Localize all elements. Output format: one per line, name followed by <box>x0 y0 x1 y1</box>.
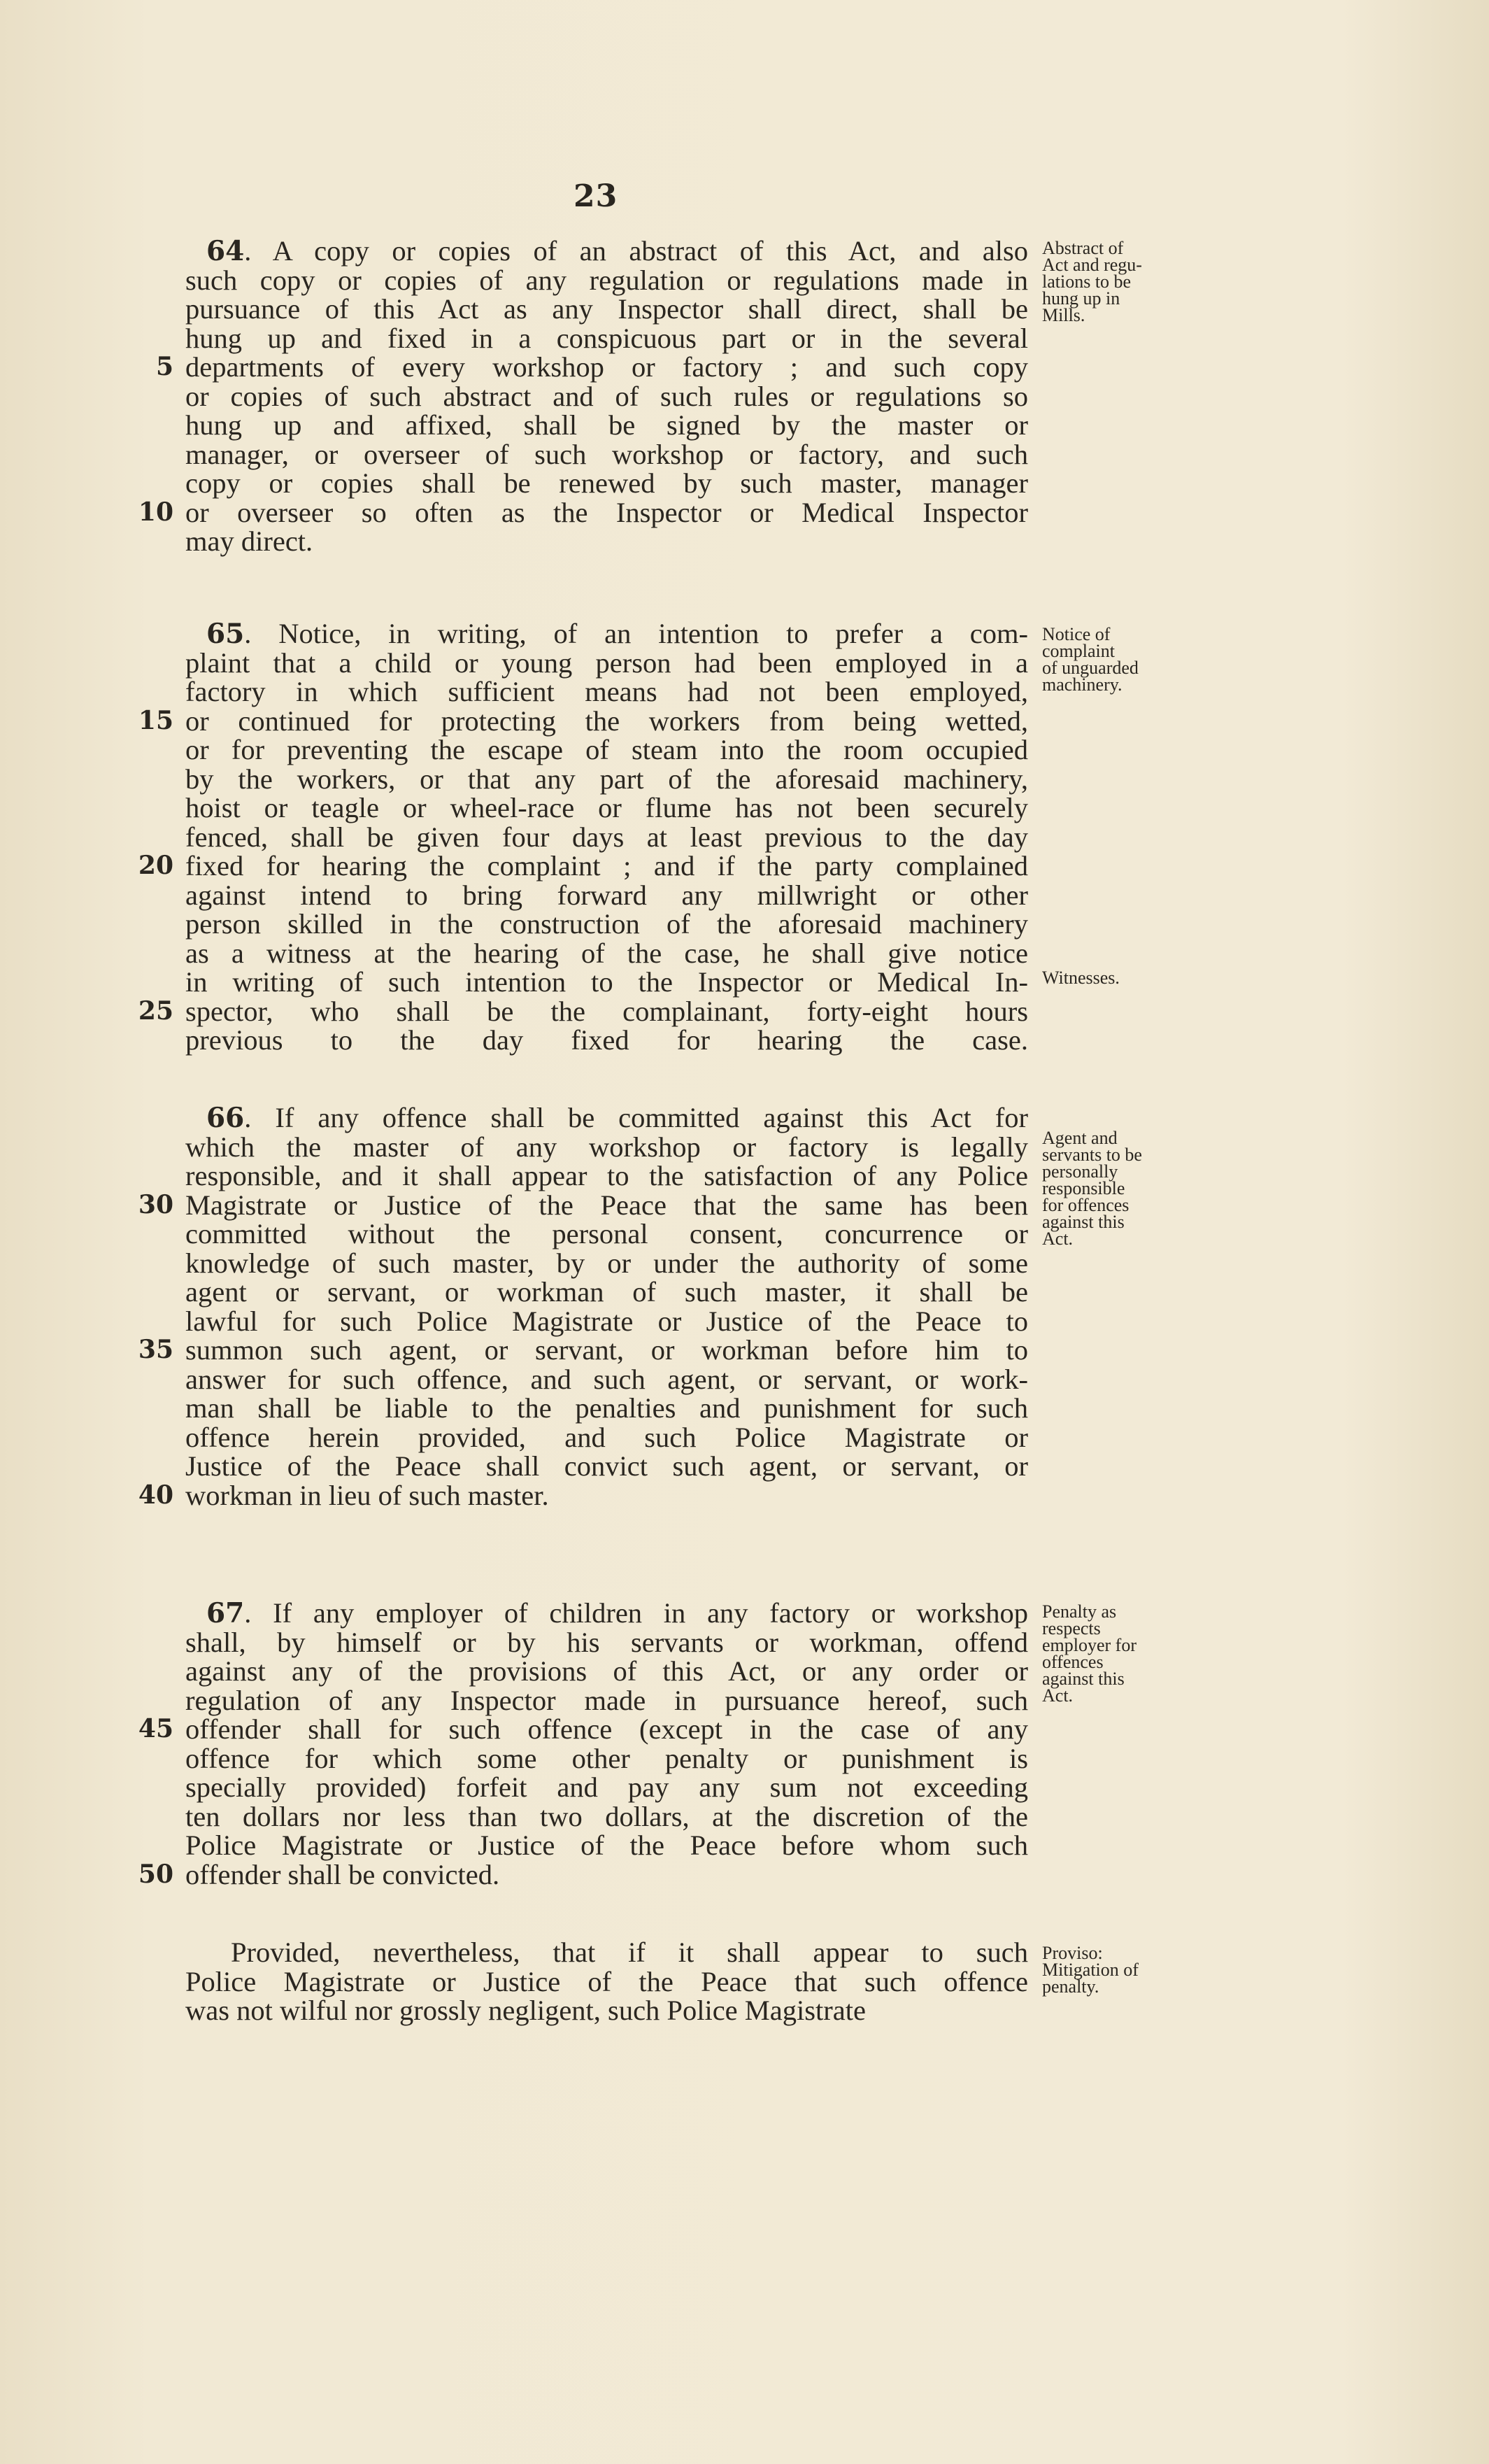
line-text: previous to the day fixed for hearing the case. <box>185 1024 1028 1056</box>
margin-note-line: servants to be <box>1042 1145 1142 1165</box>
text-line <box>138 995 1028 1027</box>
text-line <box>185 1249 1028 1278</box>
line-text: plaint that a child or young person had been employed in a <box>185 646 1028 679</box>
line-number: 20 <box>138 851 173 880</box>
line-text: offence for which some other penalty or punishment is <box>185 1742 1028 1774</box>
margin-note-line: Agent and <box>1042 1128 1118 1148</box>
line-number: 5 <box>155 352 173 381</box>
line-text: committed without the personal consent, concurrence or <box>185 1218 1028 1249</box>
margin-note-line: respects <box>1042 1618 1101 1638</box>
line-text: or overseer so often as the Inspector or Medical Inspector <box>185 496 1028 528</box>
line-text: responsible, and it shall appear to the satisfaction of any Police <box>185 1160 1028 1191</box>
line-text: or continued for protecting the workers from being wetted, <box>185 704 1028 737</box>
margin-note-line: Mitigation of <box>1042 1960 1139 1980</box>
section-number: 67 <box>206 1597 245 1629</box>
line-text: person skilled in the construction of the aforesaid machinery <box>185 908 1028 940</box>
line-text: fenced, shall be given four days at least previous to the day <box>185 821 1028 853</box>
margin-note-line: against this <box>1042 1669 1125 1689</box>
margin-note-line: penalty. <box>1042 1976 1099 1997</box>
margin-note-line: responsible <box>1042 1178 1125 1198</box>
text-line <box>185 1831 1028 1860</box>
line-number: 45 <box>138 1714 173 1743</box>
line-text: hung up and fixed in a conspicuous part or in the several <box>185 322 1028 354</box>
text-line <box>185 765 1028 794</box>
margin-note-line: Act. <box>1042 1229 1074 1249</box>
line-number: 40 <box>138 1480 173 1510</box>
text-line <box>185 1423 1028 1452</box>
section-number: 65 <box>206 618 245 650</box>
text-line <box>185 1026 1028 1055</box>
line-text: summon such agent, or servant, or workman before him to <box>185 1334 1028 1366</box>
text-line <box>185 411 1028 440</box>
line-text: was not wilful nor grossly negligent, such Police Magistrate <box>185 1995 866 2026</box>
text-line <box>185 527 1028 556</box>
line-text: copy or copies shall be renewed by such master, manager <box>185 467 1028 499</box>
text-line <box>185 1365 1028 1394</box>
line-text: offender shall for such offence (except in the case of any <box>185 1713 1028 1745</box>
line-number: 50 <box>138 1859 173 1889</box>
margin-note-line: Witnesses. <box>1042 968 1120 988</box>
text-line <box>185 939 1028 968</box>
text-line <box>185 735 1028 765</box>
margin-note-line: for offences <box>1042 1195 1130 1215</box>
line-number: 25 <box>138 996 173 1026</box>
line-text: hung up and affixed, shall be signed by the master or <box>185 409 1028 441</box>
margin-note <box>1042 1603 1189 1704</box>
margin-note <box>1042 970 1189 986</box>
line-text: as a witness at the hearing of the case, he shall give notice <box>185 937 1028 969</box>
text-line <box>185 1744 1028 1773</box>
text-line <box>185 1773 1028 1802</box>
margin-note-line: Abstract of <box>1042 238 1124 258</box>
text-line <box>185 1161 1028 1191</box>
text-line <box>138 1479 1028 1511</box>
section-proviso <box>185 1938 1028 2025</box>
text-line <box>185 1133 1028 1162</box>
section-number: 64 <box>206 235 245 267</box>
text-line <box>185 1452 1028 1481</box>
line-text: agent or servant, or workman of such master, it shall be <box>185 1276 1028 1308</box>
margin-note-line: of unguarded <box>1042 658 1139 678</box>
line-text: regulation of any Inspector made in pursuance hereof, such <box>185 1684 1028 1716</box>
text-line <box>185 881 1028 910</box>
margin-note-line: Notice of <box>1042 624 1111 644</box>
line-text: . If any offence shall be committed against this Act for <box>244 1102 1028 1133</box>
text-line <box>138 496 1028 528</box>
line-text: offence herein provided, and such Police Magistrate or <box>185 1421 1028 1453</box>
line-text: ten dollars nor less than two dollars, at the discretion of the <box>185 1800 1028 1832</box>
margin-note-line: Mills. <box>1042 305 1085 325</box>
text-line <box>185 1394 1028 1423</box>
text-line <box>185 295 1028 324</box>
margin-note-line: personally <box>1042 1161 1118 1182</box>
line-text: . A copy or copies of an abstract of this Act, and also <box>244 235 1028 267</box>
text-line <box>138 1858 1028 1890</box>
text-line <box>185 1219 1028 1249</box>
text-line <box>138 1334 1028 1366</box>
line-text: knowledge of such master, by or under the authority of some <box>185 1247 1028 1279</box>
text-line <box>185 823 1028 852</box>
line-text: workman in lieu of such master. <box>185 1479 549 1511</box>
margin-note-line: against this <box>1042 1212 1125 1232</box>
text-line <box>185 440 1028 469</box>
text-line <box>185 1657 1028 1686</box>
line-number: 30 <box>138 1189 173 1219</box>
margin-note-line: Proviso: <box>1042 1943 1103 1963</box>
text-line <box>185 1307 1028 1336</box>
line-text: factory in which sufficient means had not been employed, <box>185 676 1028 707</box>
text-line <box>185 968 1028 997</box>
margin-note-line: offences <box>1042 1652 1104 1672</box>
text-line <box>185 1628 1028 1657</box>
text-line <box>138 1713 1028 1745</box>
line-text: lawful for such Police Magistrate or Justice of the Peace to <box>185 1305 1028 1337</box>
line-text: by the workers, or that any part of the aforesaid machinery, <box>185 763 1028 795</box>
line-number: 10 <box>138 497 173 527</box>
line-text: which the master of any workshop or factory is legally <box>185 1131 1028 1163</box>
line-text: man shall be liable to the penalties and punishment for such <box>185 1392 1028 1424</box>
text-line <box>185 1967 1028 1997</box>
margin-note <box>1042 240 1189 324</box>
text-line <box>185 1996 1028 2025</box>
section-number: 66 <box>206 1102 245 1134</box>
margin-note-line: complaint <box>1042 641 1115 661</box>
margin-note <box>1042 1130 1189 1247</box>
page-number: 23 <box>573 178 618 214</box>
margin-note <box>1042 626 1189 693</box>
line-text: specially provided) forfeit and pay any sum not exceeding <box>185 1771 1028 1803</box>
text-line <box>185 677 1028 707</box>
line-text: Provided, nevertheless, that if it shall appear to such <box>231 1936 1028 1968</box>
text-line <box>185 382 1028 411</box>
line-text: . Notice, in writing, of an intention to prefer a com- <box>244 618 1028 649</box>
margin-note-line: hung up in <box>1042 288 1120 309</box>
line-text: may direct. <box>185 525 313 557</box>
line-text: hoist or teagle or wheel-race or flume has not been securely <box>185 792 1028 823</box>
text-line <box>138 850 1028 881</box>
line-text: Justice of the Peace shall convict such agent, or servant, or <box>185 1450 1028 1482</box>
line-text: spector, who shall be the complainant, forty-eight hours <box>185 995 1028 1027</box>
text-line <box>185 1802 1028 1832</box>
text-line <box>155 351 1028 383</box>
line-text: pursuance of this Act as any Inspector shall direct, shall be <box>185 293 1028 325</box>
line-text: against intend to bring forward any millwright or other <box>185 879 1028 911</box>
text-line <box>185 619 1028 649</box>
section-65 <box>138 618 1028 1056</box>
text-line <box>185 1686 1028 1715</box>
margin-note-line: Penalty as <box>1042 1601 1117 1622</box>
margin-note <box>1042 1945 1189 1995</box>
line-text: or copies of such abstract and of such rules or regulations so <box>185 380 1028 412</box>
line-text: . If any employer of children in any factory or workshop <box>244 1597 1028 1629</box>
line-number: 15 <box>138 705 173 735</box>
line-text: offender shall be convicted. <box>185 1858 500 1890</box>
margin-note-line: Act. <box>1042 1685 1074 1706</box>
margin-note-line: lations to be <box>1042 271 1132 292</box>
line-text: fixed for hearing the complaint ; and if the party complained <box>185 850 1028 881</box>
section-64 <box>138 235 1028 557</box>
line-text: departments of every workshop or factory ; and such copy <box>185 351 1028 383</box>
text-line <box>185 324 1028 353</box>
line-number: 35 <box>138 1335 173 1364</box>
text-line <box>185 793 1028 823</box>
text-line <box>138 1189 1028 1221</box>
section-67 <box>138 1597 1028 1890</box>
text-line <box>185 469 1028 498</box>
line-text: in writing of such intention to the Inspector or Medical In- <box>185 966 1028 998</box>
text-line <box>185 236 1028 266</box>
text-line <box>185 1103 1028 1133</box>
text-line <box>185 909 1028 939</box>
section-66 <box>138 1102 1028 1511</box>
line-text: Magistrate or Justice of the Peace that the same has been <box>185 1189 1028 1221</box>
line-text: manager, or overseer of such workshop or factory, and such <box>185 438 1028 470</box>
text-line <box>138 704 1028 737</box>
text-line <box>185 266 1028 295</box>
line-text: Police Magistrate or Justice of the Peace that such offence <box>185 1965 1028 1997</box>
line-text: or for preventing the escape of steam into the room occupied <box>185 734 1028 765</box>
line-text: against any of the provisions of this Act, or any order or <box>185 1655 1028 1687</box>
line-text: answer for such offence, and such agent, or servant, or work- <box>185 1363 1028 1395</box>
margin-note-line: employer for <box>1042 1635 1137 1655</box>
margin-note-line: Act and regu- <box>1042 255 1142 275</box>
text-line <box>185 1938 1028 1967</box>
text-line <box>185 1599 1028 1628</box>
text-line <box>185 646 1028 679</box>
line-text: Police Magistrate or Justice of the Peace before whom such <box>185 1829 1028 1861</box>
margin-note-line: machinery. <box>1042 674 1123 695</box>
line-text: shall, by himself or by his servants or workman, offend <box>185 1626 1028 1658</box>
line-text: such copy or copies of any regulation or regulations made in <box>185 264 1028 296</box>
text-line <box>185 1277 1028 1307</box>
